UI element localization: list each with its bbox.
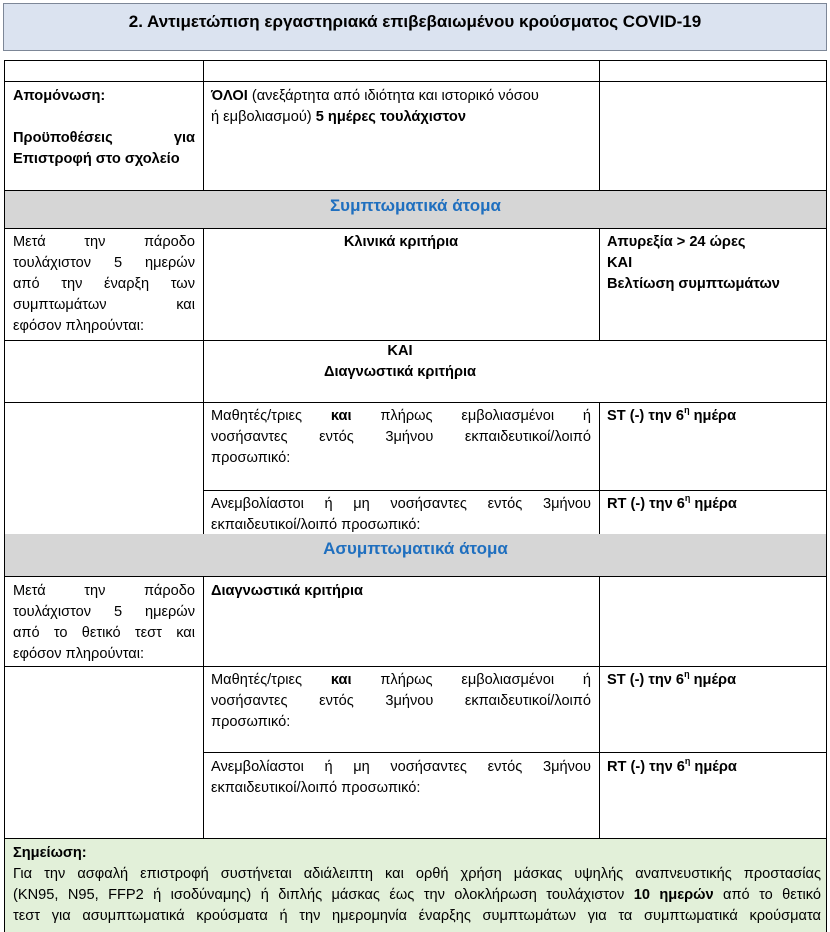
- symptomatic-left-1: Μετά την πάροδο: [13, 234, 195, 250]
- asymptomatic-diagnostic: Διαγνωστικά κριτήρια: [211, 583, 364, 599]
- isolation-all-text-2: [211, 107, 466, 129]
- asymptomatic-unvacc-test: [607, 757, 737, 779]
- symptomatic-vacc-line1: [211, 406, 591, 428]
- vacc-b: πλήρως εμβολιασμένοι ή: [351, 408, 591, 424]
- asymptomatic-vacc-line3: προσωπικό:: [211, 714, 291, 730]
- st-test: ST (-) την 6: [607, 672, 685, 688]
- symptomatic-unvacc-line1: Ανεμβολίαστοι ή μη νοσήσαντες εντός 3μήνου: [211, 496, 591, 512]
- st-test: ST (-) την 6: [607, 408, 685, 424]
- clinical-right-1: Απυρεξία > 24 ώρες: [607, 234, 746, 250]
- hline: [4, 190, 827, 191]
- asymptomatic-left-2: τουλάχιστον 5 ημερών: [13, 604, 195, 620]
- isolation-label: Απομόνωση:: [13, 88, 106, 104]
- isolation-days: 5 ημέρες τουλάχιστον: [315, 109, 466, 125]
- note-days: 10 ημερών: [633, 887, 714, 903]
- vline: [599, 576, 600, 838]
- return-conditions-label: Προϋποθέσεις για: [13, 130, 195, 146]
- symptomatic-vacc-line3: προσωπικό:: [211, 450, 291, 466]
- asymptomatic-vacc-line1: [211, 670, 591, 692]
- day-word: ημέρα: [689, 408, 737, 424]
- symptomatic-unvacc-test: [607, 494, 737, 516]
- vacc-kai: και: [330, 408, 352, 424]
- vacc-b: πλήρως εμβολιασμένοι ή: [351, 672, 591, 688]
- note-line1: Για την ασφαλή επιστροφή συστήνεται αδιάλειπτη και ορθή χρήση μάσκας υψηλής αναπνευστικής προστασίας: [13, 866, 821, 882]
- vline: [599, 228, 600, 340]
- rt-test: RT (-) την 6: [607, 759, 685, 775]
- asymptomatic-unvacc-line2: εκπαιδευτικοί/λοιπό προσωπικό:: [211, 780, 421, 796]
- superscript: η: [684, 756, 691, 767]
- superscript: η: [684, 493, 691, 504]
- hline: [4, 81, 827, 82]
- symptomatic-vacc-test: [607, 406, 736, 428]
- return-conditions-label-2: Επιστροφή στο σχολείο: [13, 151, 180, 167]
- hline: [203, 752, 827, 753]
- asymptomatic-left-1: Μετά την πάροδο: [13, 583, 195, 599]
- vline: [203, 576, 204, 838]
- symptomatic-left-3: από την έναρξη των: [13, 276, 195, 292]
- note-line3: τεστ για ασυμπτωματικά κρούσματα ή την ημερομηνία έναρξης συμπτωμάτων για τα συμπτωματικά κρούσματα: [13, 908, 821, 924]
- isolation-all-rest2: ή εμβολιασμού): [211, 109, 316, 125]
- hline: [4, 666, 827, 667]
- asymptomatic-left-4: εφόσον πληρούνται:: [13, 646, 145, 662]
- vacc-kai: και: [330, 672, 352, 688]
- vline: [203, 60, 204, 190]
- vacc-a: Μαθητές/τριες: [211, 672, 331, 688]
- symptomatic-unvacc-line2: εκπαιδευτικοί/λοιπό προσωπικό:: [211, 517, 421, 533]
- asymptomatic-vacc-line2: νοσήσαντες εντός 3μήνου εκπαιδευτικοί/λοιπό: [211, 693, 591, 709]
- symptomatic-vacc-line2: νοσήσαντες εντός 3μήνου εκπαιδευτικοί/λοιπό: [211, 429, 591, 445]
- hline: [4, 576, 827, 577]
- rt-test: RT (-) την 6: [607, 496, 685, 512]
- isolation-all-rest1: (ανεξάρτητα από ιδιότητα και ιστορικό νόσου: [247, 88, 539, 104]
- hline: [4, 228, 827, 229]
- asymptomatic-vacc-test: [607, 670, 736, 692]
- and-label: ΚΑΙ: [387, 343, 413, 359]
- hline: [203, 490, 827, 491]
- note-line2-c: από το θετικό: [713, 887, 822, 903]
- note-label: Σημείωση:: [13, 845, 87, 861]
- hline: [4, 60, 827, 61]
- asymptomatic-left-3: από το θετικό τεστ και: [13, 625, 195, 641]
- asymptomatic-heading: Ασυμπτωματικά άτομα: [323, 539, 508, 558]
- vacc-a: Μαθητές/τριες: [211, 408, 331, 424]
- clinical-right-3: Βελτίωση συμπτωμάτων: [607, 276, 780, 292]
- vline: [599, 402, 600, 534]
- day-word: ημέρα: [690, 496, 737, 512]
- symptomatic-heading: Συμπτωματικά άτομα: [329, 196, 502, 215]
- superscript: η: [684, 669, 690, 680]
- isolation-all: ΌΛΟΙ: [211, 88, 248, 104]
- superscript: η: [684, 405, 690, 416]
- note-line2: [13, 885, 821, 907]
- section-title: 2. Αντιμετώπιση εργαστηριακά επιβεβαιωμένου κρούσματος COVID-19: [3, 3, 827, 51]
- day-word: ημέρα: [690, 759, 737, 775]
- hline: [4, 838, 827, 839]
- asymptomatic-unvacc-line1: Ανεμβολίαστοι ή μη νοσήσαντες εντός 3μήνου: [211, 759, 591, 775]
- vline: [599, 60, 600, 190]
- symptomatic-left-5: εφόσον πληρούνται:: [13, 318, 145, 334]
- symptomatic-left-4: συμπτωμάτων και: [13, 297, 195, 313]
- symptomatic-left-2: τουλάχιστον 5 ημερών: [13, 255, 195, 271]
- hline: [4, 402, 827, 403]
- note-line2-a: (KN95, N95, FFP2 ή ισοδύναμης) ή διπλής μάσκας έως την ολοκλήρωση τουλάχιστον: [13, 887, 634, 903]
- vline: [4, 60, 5, 932]
- clinical-right-2: ΚΑΙ: [607, 255, 633, 271]
- day-word: ημέρα: [689, 672, 737, 688]
- clinical-criteria: Κλινικά κριτήρια: [343, 234, 459, 250]
- symptomatic-diagnostic: Διαγνωστικά κριτήρια: [323, 364, 476, 380]
- isolation-all-text: [211, 86, 591, 108]
- vline: [826, 60, 827, 932]
